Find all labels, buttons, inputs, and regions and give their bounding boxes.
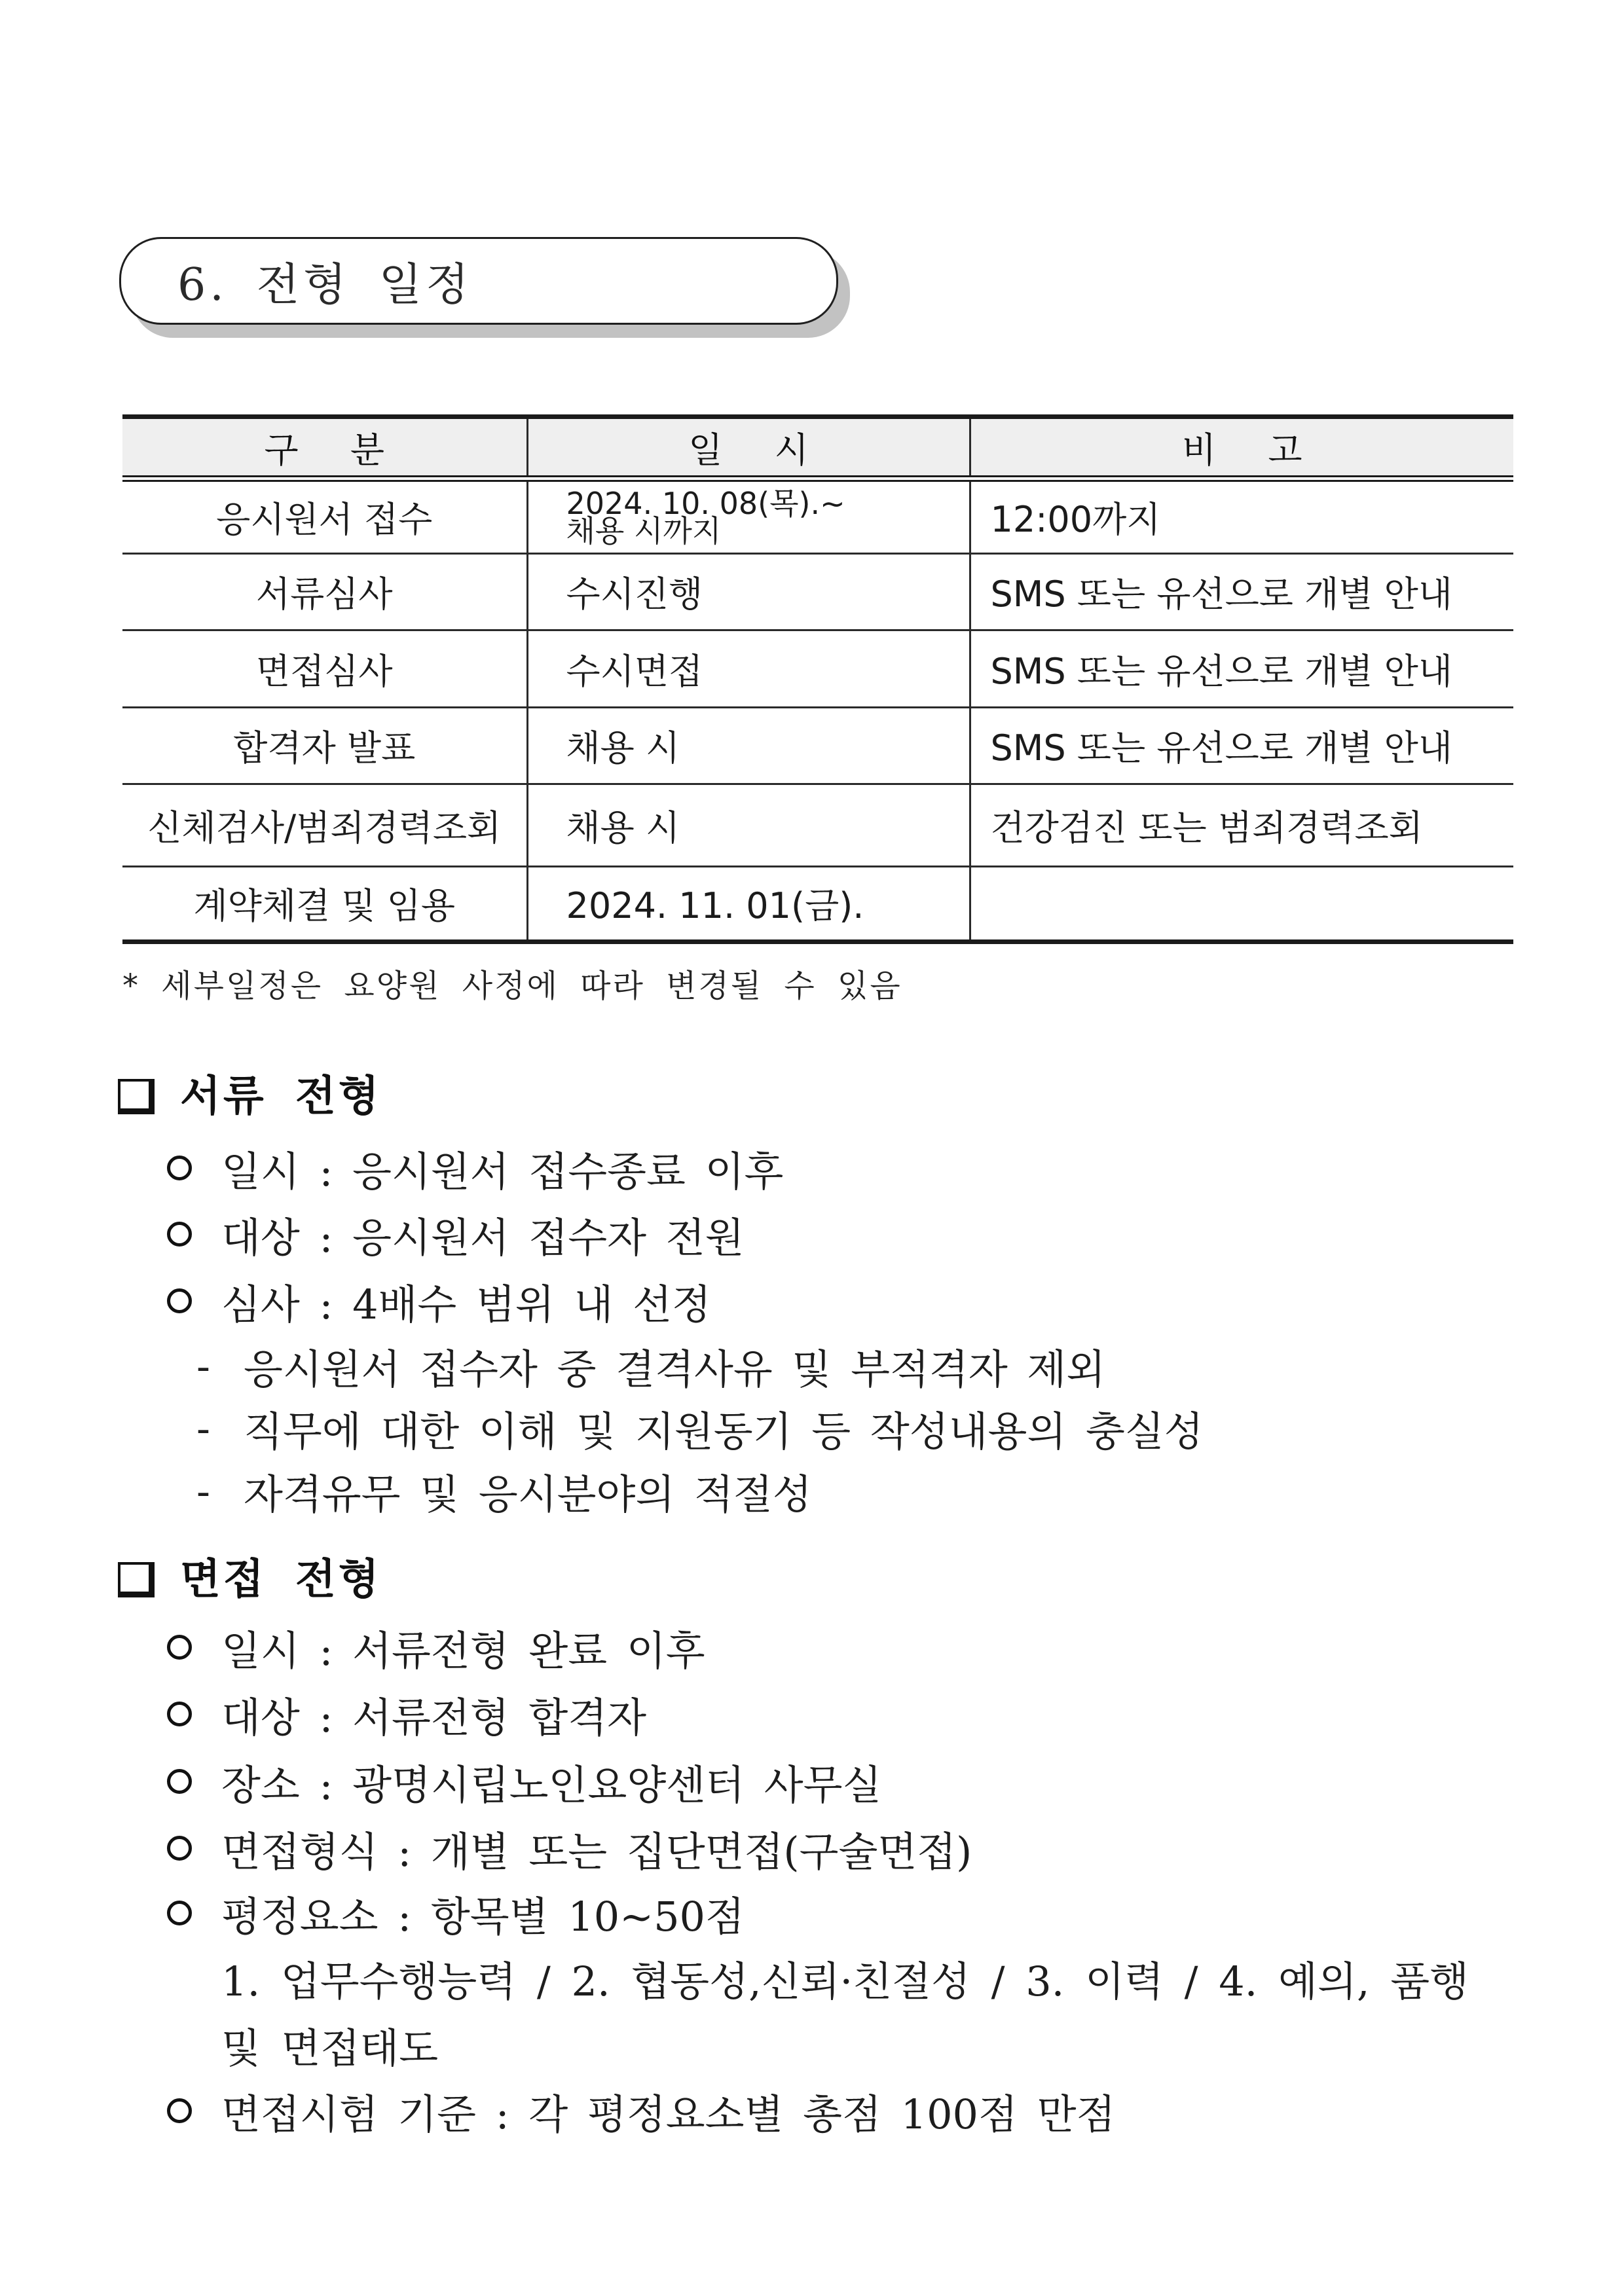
cell-datetime: 채용 시 (527, 784, 970, 866)
list-item (167, 1755, 881, 1808)
table-row (122, 479, 1513, 553)
criteria-item-text: 응시원서 접수자 중 결격사유 및 부적격자 제외 (244, 1345, 1106, 1393)
list-item (167, 1822, 972, 1874)
circle-bullet-icon (167, 1635, 192, 1660)
list-item-text: 심사 : 4배수 범위 내 선정 (221, 1280, 711, 1328)
schedule-table (122, 414, 1513, 944)
circle-bullet-icon (167, 1156, 192, 1180)
list-item-text: 평정요소 : 항목별 10~50점 (221, 1892, 745, 1941)
list-item-text: 면접형식 : 개별 또는 집단면접(구술면접) (221, 1827, 972, 1876)
criteria-item (196, 1339, 1105, 1392)
dash-marker: - (196, 1341, 210, 1390)
checkbox-square-icon (118, 1562, 155, 1597)
cell-datetime: 수시면접 (527, 630, 970, 707)
list-item-text: 일시 : 서류전형 완료 이후 (221, 1626, 705, 1675)
checkbox-square-icon (118, 1079, 155, 1114)
cell-datetime-line: 채용 시까지 (566, 513, 722, 549)
table-body (122, 479, 1513, 941)
cell-remark: SMS 또는 유선으로 개별 안내 (970, 630, 1513, 707)
evaluation-factors-line: 및 면접태도 (221, 2024, 439, 2072)
cell-category: 면접심사 (122, 630, 527, 707)
cell-remark: SMS 또는 유선으로 개별 안내 (970, 707, 1513, 784)
criteria-item-text: 직무에 대한 이해 및 지원동기 등 작성내용의 충실성 (244, 1407, 1204, 1455)
cell-datetime (527, 479, 970, 553)
circle-bullet-icon (167, 1288, 192, 1313)
list-item-text: 면접시험 기준 : 각 평정요소별 총점 100점 만점 (221, 2090, 1116, 2138)
criteria-item (196, 1465, 812, 1517)
header-category: 구 분 (122, 417, 527, 479)
section-title-box (119, 237, 838, 325)
list-item-text: 대상 : 응시원서 접수자 전원 (221, 1213, 745, 1262)
table-header (122, 417, 1513, 479)
cell-datetime: 채용 시 (527, 707, 970, 784)
table-row (122, 630, 1513, 707)
criteria-item-text: 자격유무 및 응시분야의 적절성 (244, 1470, 812, 1518)
list-item (167, 1275, 711, 1327)
criteria-item (196, 1402, 1204, 1454)
list-item (167, 1887, 745, 1939)
list-item (167, 1208, 745, 1260)
dash-marker: - (196, 1467, 210, 1515)
circle-bullet-icon (167, 1769, 192, 1794)
list-item (167, 1688, 646, 1740)
list-item-text: 일시 : 응시원서 접수종료 이후 (221, 1147, 784, 1195)
cell-category: 합격자 발표 (122, 707, 527, 784)
header-datetime: 일 시 (527, 417, 970, 479)
list-item (167, 1621, 705, 1673)
cell-category: 계약체결 및 임용 (122, 866, 527, 941)
circle-bullet-icon (167, 1901, 192, 1925)
list-item-text: 대상 : 서류전형 합격자 (221, 1693, 647, 1741)
schedule-note: * 세부일정은 요양원 사정에 따라 변경될 수 있음 (122, 968, 902, 1004)
cell-category: 신체검사/범죄경력조회 (122, 784, 527, 866)
cell-datetime: 2024. 11. 01(금). (527, 866, 970, 941)
circle-bullet-icon (167, 1836, 192, 1861)
table-row (122, 707, 1513, 784)
cell-category: 응시원서 접수 (122, 479, 527, 553)
cell-datetime-line: 2024. 10. 08(목).~ (566, 485, 845, 521)
table-row (122, 866, 1513, 941)
cell-remark: SMS 또는 유선으로 개별 안내 (970, 553, 1513, 630)
table-header-row (122, 417, 1513, 479)
list-item-text: 장소 : 광명시립노인요양센터 사무실 (221, 1760, 882, 1809)
table-row (122, 553, 1513, 630)
interview-screening-heading: 면접 전형 (180, 1556, 382, 1604)
circle-bullet-icon (167, 2098, 192, 2123)
circle-bullet-icon (167, 1702, 192, 1726)
circle-bullet-icon (167, 1222, 192, 1247)
cell-remark-empty (970, 866, 1513, 941)
document-screening-heading: 서류 전형 (180, 1072, 382, 1121)
section-title: 6. 전형 일정 (177, 259, 473, 311)
list-item (167, 2085, 1115, 2137)
dash-marker: - (196, 1404, 210, 1452)
cell-category: 서류심사 (122, 553, 527, 630)
cell-remark: 12:00까지 (970, 479, 1513, 553)
header-remark: 비 고 (970, 417, 1513, 479)
cell-datetime: 수시진행 (527, 553, 970, 630)
evaluation-factors-line: 1. 업무수행능력 / 2. 협동성,신뢰·친절성 / 3. 이력 / 4. 예의, 품행 (221, 1957, 1469, 2005)
table-row (122, 784, 1513, 866)
list-item (167, 1142, 783, 1194)
cell-remark: 건강검진 또는 범죄경력조회 (970, 784, 1513, 866)
